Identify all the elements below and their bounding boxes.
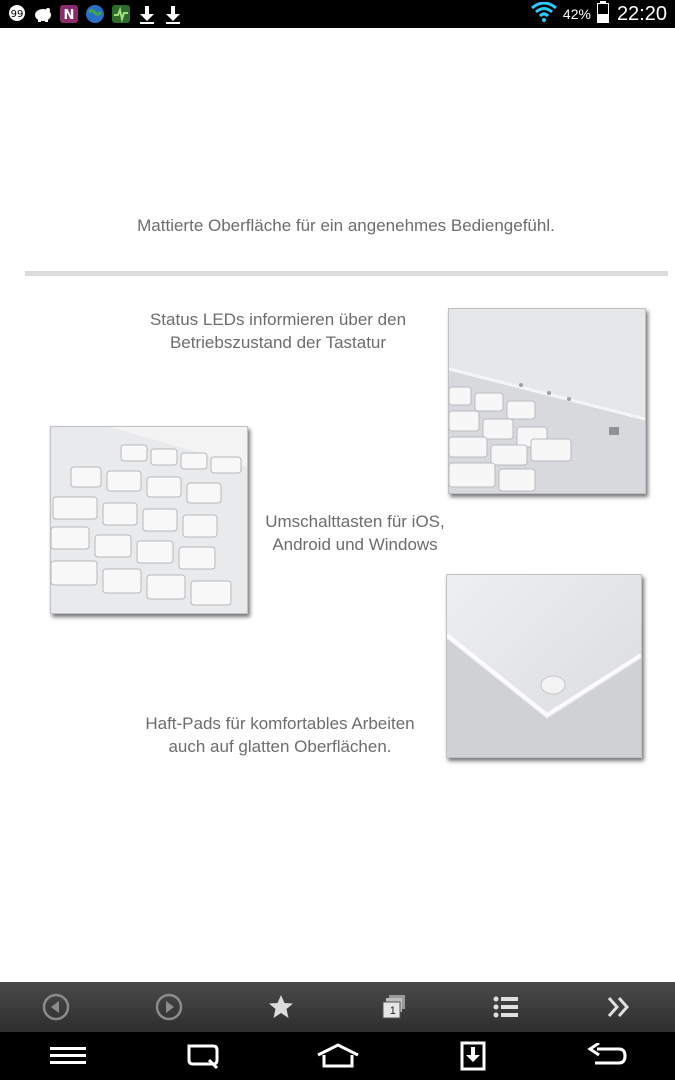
search-icon <box>185 1042 221 1070</box>
back-button[interactable] <box>28 985 84 1029</box>
download-manager-icon <box>460 1041 486 1071</box>
home-icon <box>316 1043 360 1069</box>
notification-icons <box>6 3 184 25</box>
more-button[interactable] <box>591 985 647 1029</box>
piggy-bank-icon <box>32 3 54 25</box>
download-icon <box>136 3 158 25</box>
caption-matte-surface: Mattierte Oberfläche für ein angenehmes Bediengefühl. <box>137 216 555 235</box>
download-icon <box>162 3 184 25</box>
menu-list-button[interactable] <box>478 985 534 1029</box>
photo-status-leds <box>448 308 646 494</box>
back-icon <box>41 992 71 1022</box>
photo-rubber-pads <box>446 574 642 758</box>
hangouts-icon <box>6 3 28 25</box>
forward-button[interactable] <box>141 985 197 1029</box>
caption-switch-keys <box>252 510 458 556</box>
tabs-button[interactable] <box>366 985 422 1029</box>
caption-rubber-pads-line2: auch auf glatten Oberflächen. <box>168 737 392 756</box>
svg-text:N: N <box>63 8 75 23</box>
back-nav-button[interactable] <box>576 1034 640 1078</box>
more-icon <box>605 993 633 1021</box>
menu-nav-button[interactable] <box>36 1034 100 1078</box>
bookmark-star-icon <box>267 993 295 1021</box>
svg-text:99: 99 <box>10 9 24 20</box>
menu-icon <box>50 1045 86 1067</box>
browser-toolbar <box>0 982 675 1032</box>
download-manager-nav-button[interactable] <box>441 1034 505 1078</box>
menu-list-icon <box>492 993 520 1021</box>
forward-icon <box>154 992 184 1022</box>
battery-icon <box>597 1 609 28</box>
caption-status-leds-line2: Betriebszustand der Tastatur <box>169 333 387 352</box>
news-icon <box>58 3 80 25</box>
section-divider <box>25 271 668 276</box>
caption-switch-keys-line1: Umschalttasten für iOS, <box>265 512 445 531</box>
status-indicators <box>531 0 667 28</box>
web-content[interactable] <box>0 28 675 982</box>
wifi-icon <box>531 2 557 27</box>
caption-rubber-pads-line1: Haft-Pads für komfortables Arbeiten <box>145 714 415 733</box>
clock: 22:20 <box>616 2 667 25</box>
system-nav-bar <box>0 1032 675 1080</box>
home-nav-button[interactable] <box>306 1034 370 1078</box>
search-nav-button[interactable] <box>171 1034 235 1078</box>
battery-percent: 42% <box>562 6 591 22</box>
tabs-count: 1 <box>389 1005 396 1017</box>
bookmark-button[interactable] <box>253 985 309 1029</box>
caption-status-leds <box>110 308 446 354</box>
caption-switch-keys-line2: Android und Windows <box>272 535 438 554</box>
caption-status-leds-line1: Status LEDs informieren über den <box>149 310 407 329</box>
photo-switch-keys <box>50 426 248 614</box>
caption-rubber-pads <box>110 712 450 758</box>
globe-icon <box>84 3 106 25</box>
back-arrow-icon <box>587 1043 629 1069</box>
status-bar <box>0 0 675 28</box>
activity-icon <box>110 3 132 25</box>
